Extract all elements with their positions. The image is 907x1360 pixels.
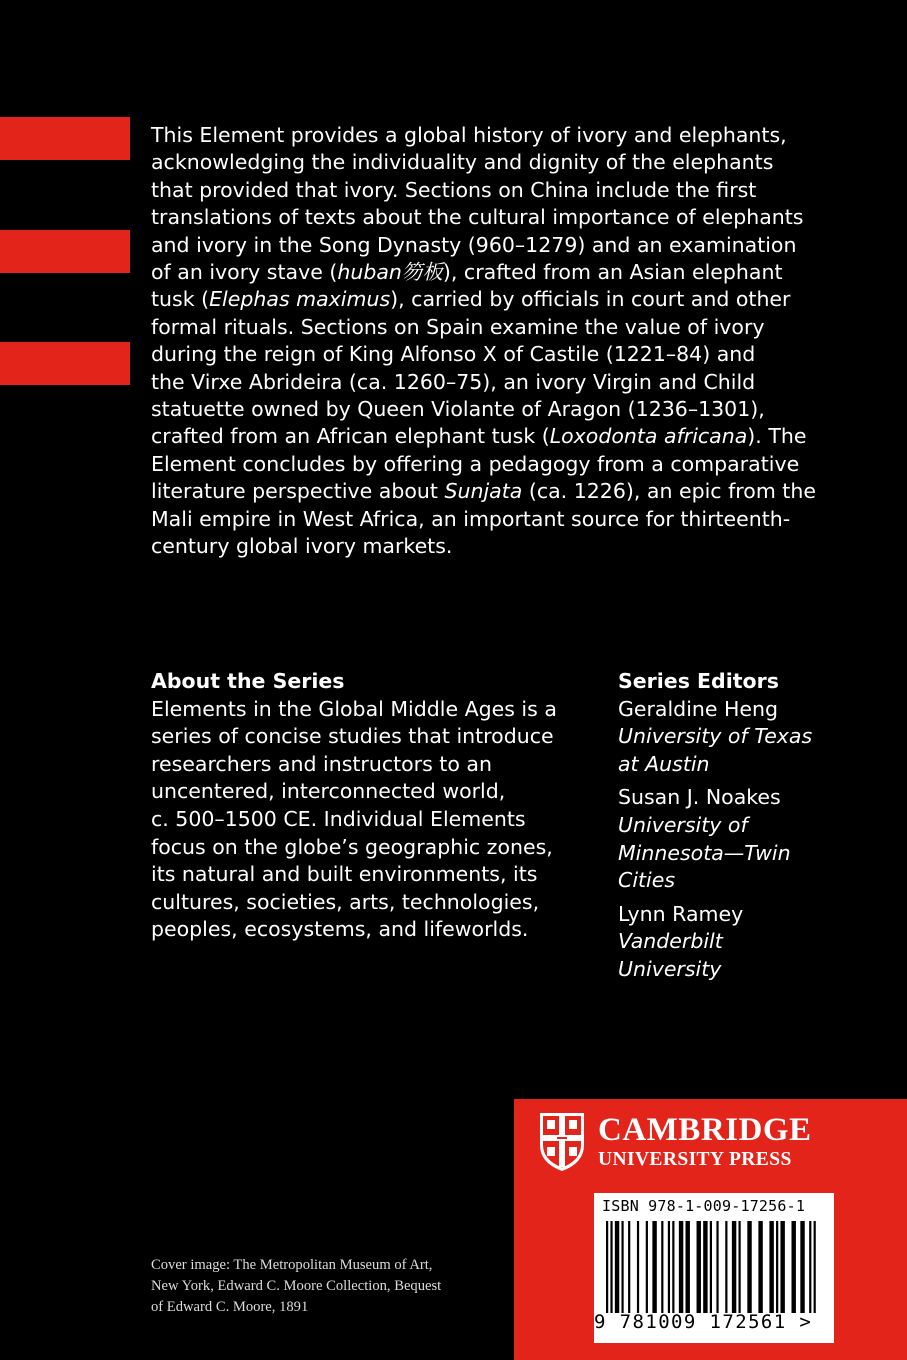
description-line: century global ivory markets. (151, 534, 453, 559)
barcode-bar (780, 1221, 784, 1313)
description-line: Element concludes by offering a pedagogy from a comparative (151, 451, 800, 476)
barcode-bar (637, 1221, 639, 1313)
italic-term: Elephas maximus (209, 287, 391, 312)
about-series-line: researchers and instructors to an (151, 751, 492, 776)
series-editor (618, 784, 888, 894)
editor-name: Lynn Ramey (618, 901, 744, 926)
about-series-line: peoples, ecosystems, and lifeworlds. (151, 917, 529, 942)
barcode-bar (776, 1221, 778, 1313)
decorative-red-bar-middle (0, 230, 130, 273)
text-segment: of an ivory stave ( (151, 260, 338, 285)
series-editors-heading: Series Editors (618, 669, 779, 693)
about-series-line: uncentered, interconnected world, (151, 779, 506, 804)
editor-affiliation: University (618, 956, 722, 981)
book-description (151, 122, 841, 561)
credit-line: New York, Edward C. Moore Collection, Bequest (151, 1278, 442, 1294)
about-series-text (151, 696, 581, 944)
text-segment: ), crafted from an Asian elephant (442, 260, 783, 285)
about-series-line: series of concise studies that introduce (151, 724, 554, 749)
barcode-bar (800, 1221, 804, 1313)
barcode-bar (747, 1221, 751, 1313)
barcode-bar (725, 1221, 727, 1313)
description-line: statuette owned by Queen Violante of Aragon (1236–1301), (151, 397, 765, 422)
barcode-bar (661, 1221, 663, 1313)
barcode-bar (809, 1221, 811, 1313)
about-series-line: cultures, societies, arts, technologies, (151, 889, 540, 914)
publisher-subname: UNIVERSITY PRESS (598, 1149, 792, 1170)
italic-term: Loxodonta africana (549, 424, 748, 449)
decorative-red-bar-bottom (0, 342, 130, 385)
text-segment: literature perspective about (151, 479, 445, 504)
description-line: that provided that ivory. Sections on China include the first (151, 177, 757, 202)
barcode-bar (710, 1221, 712, 1313)
description-line (151, 259, 841, 286)
barcode-bar (628, 1221, 630, 1313)
italic-term: huban笏板 (337, 260, 443, 285)
barcode-bar (621, 1221, 623, 1313)
barcode-bar (703, 1221, 707, 1313)
barcode-bar (739, 1221, 741, 1313)
barcode-bar (716, 1221, 718, 1313)
description-line: formal rituals. Sections on Spain examine the value of ivory (151, 314, 765, 339)
series-editor (618, 696, 888, 779)
barcode-bar (769, 1221, 773, 1313)
about-the-series-section (151, 668, 581, 944)
series-editor (618, 901, 888, 984)
barcode-bar (652, 1221, 656, 1313)
italic-term: Sunjata (444, 479, 523, 504)
description-line: and ivory in the Song Dynasty (960–1279) and an examination (151, 232, 797, 257)
editor-name: Geraldine Heng (618, 696, 779, 721)
barcode-bar (672, 1221, 674, 1313)
series-editors-section (618, 668, 888, 990)
text-segment: (ca. 1226), an epic from the (522, 479, 816, 504)
barcode-bar (697, 1221, 701, 1313)
barcode-bar (610, 1221, 612, 1313)
credit-line: Cover image: The Metropolitan Museum of Art, (151, 1257, 433, 1273)
about-series-heading: About the Series (151, 669, 345, 693)
barcode-bar (668, 1221, 670, 1313)
description-line: Mali empire in West Africa, an important source for thirteenth- (151, 506, 791, 531)
cover-image-credit (151, 1255, 501, 1318)
text-segment: tusk ( (151, 287, 210, 312)
barcode-bars (602, 1221, 824, 1313)
about-series-line: its natural and built environments, its (151, 862, 538, 887)
barcode-bar (686, 1221, 690, 1313)
editor-affiliation: Cities (618, 868, 676, 893)
description-line: This Element provides a global history of ivory and elephants, (151, 123, 787, 147)
barcode-bar (606, 1221, 608, 1313)
barcode-bar (792, 1221, 796, 1313)
editor-affiliation: University of (618, 812, 748, 837)
description-line: acknowledging the individuality and dignity of the elephants (151, 150, 774, 175)
editor-affiliation: University of Texas (618, 724, 813, 749)
description-line (151, 286, 841, 313)
barcode-bar (615, 1221, 619, 1313)
barcode-bar (679, 1221, 683, 1313)
description-line (151, 478, 841, 505)
barcode-digits: 9 781009 172561 > (594, 1311, 813, 1333)
isbn-barcode (594, 1193, 834, 1343)
publisher-name: CAMBRIDGE (598, 1112, 812, 1148)
editor-name: Susan J. Noakes (618, 785, 781, 810)
barcode-bar (732, 1221, 736, 1313)
editor-affiliation: Vanderbilt (618, 929, 723, 954)
text-segment: ). The (747, 424, 807, 449)
about-series-line: Elements in the Global Middle Ages is a (151, 696, 557, 721)
about-series-line: c. 500–1500 CE. Individual Elements (151, 806, 526, 831)
publisher-box (514, 1099, 907, 1360)
description-line: translations of texts about the cultural importance of elephants (151, 205, 804, 230)
cambridge-crest-icon (538, 1111, 586, 1173)
series-editors-list (618, 696, 888, 984)
decorative-red-bar-top (0, 117, 130, 160)
description-line: during the reign of King Alfonso X of Castile (1221–84) and (151, 342, 756, 367)
barcode-bar (758, 1221, 762, 1313)
text-segment: ), carried by officials in court and other (390, 287, 791, 312)
barcode-bar (646, 1221, 648, 1313)
about-series-line: focus on the globe’s geographic zones, (151, 834, 553, 859)
isbn-label: ISBN 978-1-009-17256-1 (602, 1197, 806, 1215)
editor-affiliation: at Austin (618, 751, 710, 776)
text-segment: crafted from an African elephant tusk ( (151, 424, 550, 449)
description-line: the Virxe Abrideira (ca. 1260–75), an ivory Virgin and Child (151, 369, 756, 394)
credit-line: of Edward C. Moore, 1891 (151, 1299, 309, 1315)
editor-affiliation: Minnesota—Twin (618, 840, 791, 865)
barcode-bar (814, 1221, 816, 1313)
description-line (151, 423, 841, 450)
